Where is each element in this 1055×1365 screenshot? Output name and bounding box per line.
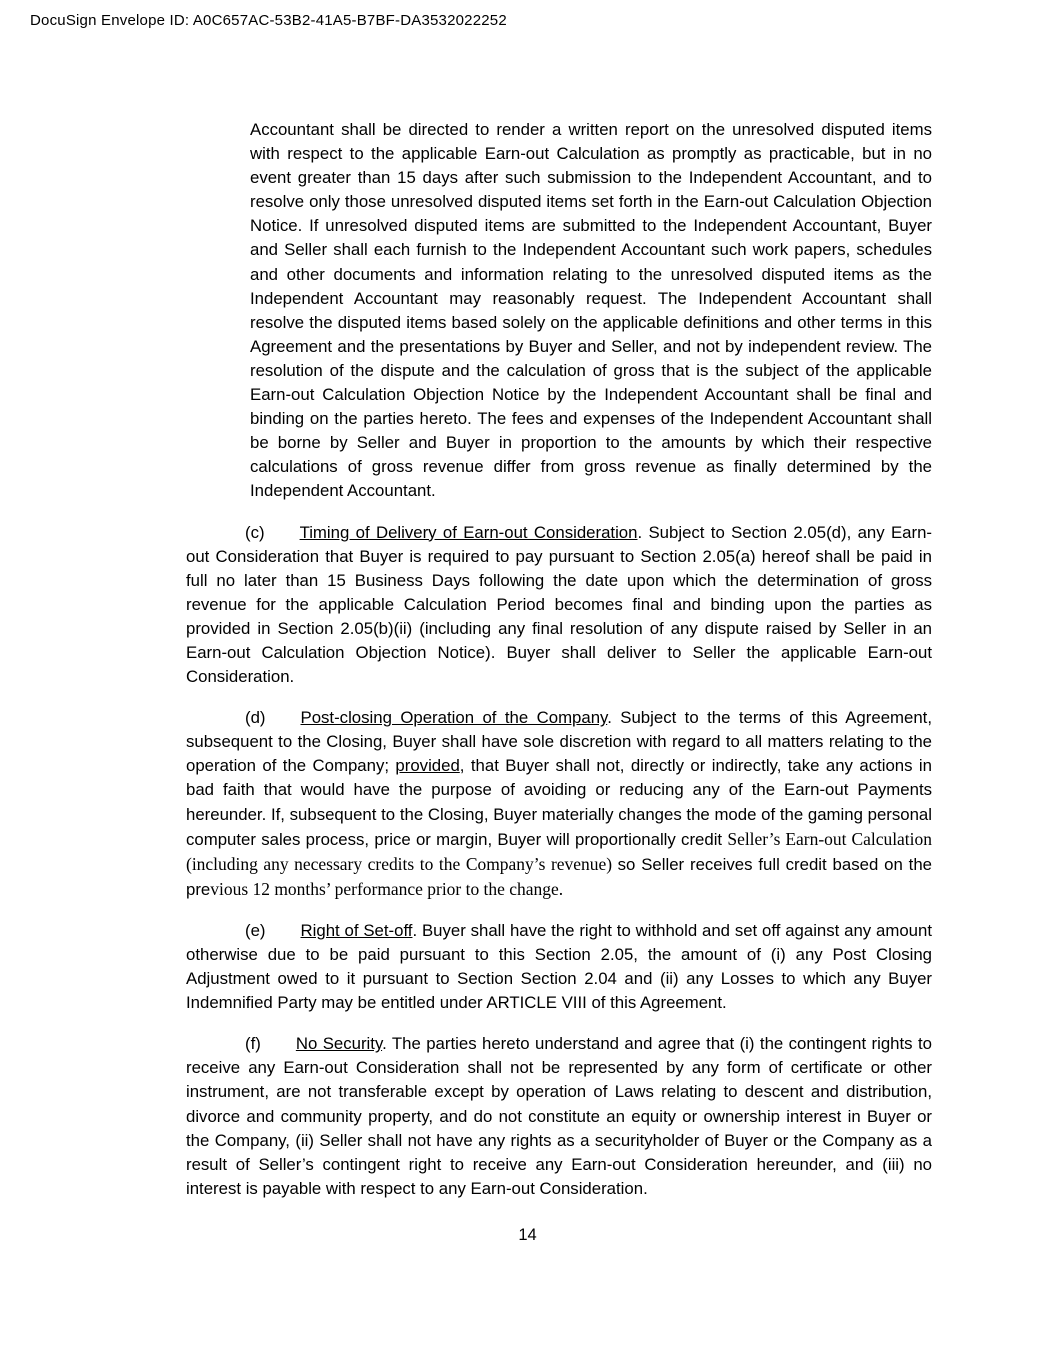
section-d-body-1: . Subject to the terms of this Agreement, subsequent to the Closing, Buyer shall have sole discretion with regard to all matters relating to the operation of the Company; [186, 708, 932, 776]
section-f-label: (f) [245, 1034, 261, 1054]
section-e-heading: Right of Set-off [300, 920, 413, 940]
section-d-body-3: so Seller receives full credit based on the pre [186, 854, 932, 899]
section-d-serif-insert-1: Seller’s Earn-out Calculation (including any necessary credits to the Company’s revenue) [186, 828, 932, 874]
document-body [186, 118, 932, 1218]
section-c-body: . Subject to Section 2.05(d), any Earn-out Consideration that Buyer is required to pay pursuant to Section 2.05(a) hereof shall be paid in full no later than 15 Business Days following the date upon which the determination of gross revenue for the applicable Calculation Period becomes final and binding upon the parties as provided in Section 2.05(b)(ii) (including any final resolution of any dispute raised by Seller in an Earn-out Calculation Objection Notice). Buyer shall deliver to Seller the applicable Earn-out Consideration. [186, 522, 932, 687]
section-e-label: (e) [245, 920, 266, 940]
section-c [186, 521, 932, 690]
section-e [186, 919, 932, 1015]
section-d-label: (d) [245, 708, 266, 728]
section-c-label: (c) [245, 522, 265, 542]
section-f-heading: No Security [295, 1034, 383, 1054]
section-e-body: . Buyer shall have the right to withhold and set off against any amount otherwise due to be paid pursuant to this Section 2.05, the amount of (i) any Post Closing Adjustment owed to it pursuant to Section Section 2.04 and (ii) any Losses to which any Buyer Indemnified Party may be entitled under ARTICLE VIII of this Agreement. [186, 920, 932, 1013]
page-number: 14 [518, 1226, 537, 1244]
section-f [186, 1032, 932, 1201]
docusign-envelope-id: DocuSign Envelope ID: A0C657AC-53B2-41A5-B7BF-DA3532022252 [30, 12, 507, 29]
section-c-heading: Timing of Delivery of Earn-out Consideration [299, 522, 638, 542]
section-d [186, 706, 932, 902]
section-d-heading: Post-closing Operation of the Company [300, 708, 608, 728]
section-d-serif-insert-2: vious 12 months’ performance prior to the change. [210, 878, 564, 899]
paragraph-independent-accountant: Accountant shall be directed to render a written report on the unresolved disputed items with respect to the applicable Earn-out Calculation as promptly as practicable, but in no event greater than 15 days after such submission to the Independent Accountant, and to resolve only those unresolved disputed items set forth in the Earn-out Calculation Objection Notice. If unresolved disputed items are submitted to the Independent Accountant, Buyer and Seller shall each furnish to the Independent Accountant such work papers, schedules and other documents and information relating to the unresolved disputed items as the Independent Accountant may reasonably request. The Independent Accountant shall resolve the disputed items based solely on the applicable definitions and other terms in this Agreement and the presentations by Buyer and Seller, and not by independent review. The resolution of the dispute and the calculation of gross that is the subject of the applicable Earn-out Calculation Objection Notice by the Independent Accountant shall be final and binding on the parties hereto. The fees and expenses of the Independent Accountant shall be borne by Seller and Buyer in proportion to the amounts by which their respective calculations of gross revenue differ from gross revenue as finally determined by the Independent Accountant. [250, 120, 932, 501]
section-d-body-2: , that Buyer shall not, directly or indirectly, take any actions in bad faith that would have the purpose of avoiding or reducing any of the Earn-out Payments hereunder. If, subsequent to the Closing, Buyer materially changes the mode of the gaming personal computer sales process, price or margin, Buyer will proportionally credit [186, 756, 932, 849]
section-f-body: . The parties hereto understand and agree that (i) the contingent rights to receive any Earn-out Consideration shall not be represented by any form of certificate or other instrument, are not transferable except by operation of Laws relating to descent and distribution, divorce and community property, and do not constitute an equity or ownership interest in Buyer or the Company, (ii) Seller shall not have any rights as a securityholder of Buyer or the Company as a result of Seller’s contingent right to receive any Earn-out Consideration hereunder, and (iii) no interest is payable with respect to any Earn-out Consideration. [186, 1034, 932, 1198]
provided-term: provided [395, 756, 460, 776]
